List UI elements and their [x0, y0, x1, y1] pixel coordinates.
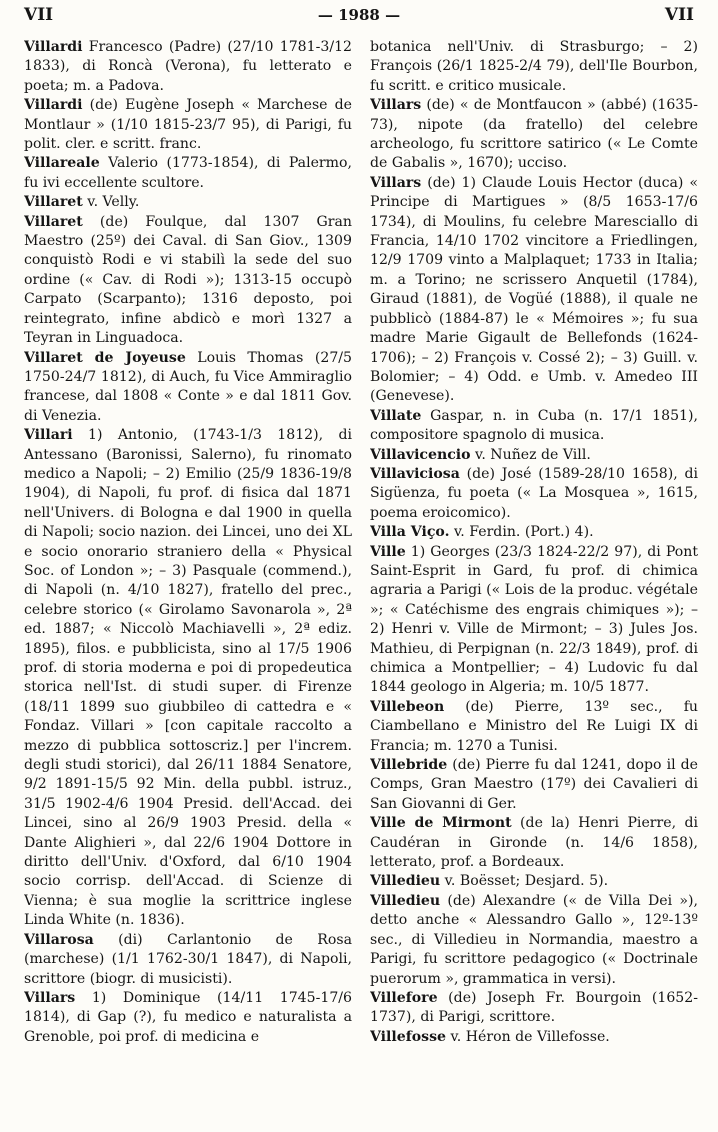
- header-right-section: VII: [664, 5, 694, 25]
- entry-text: v. Boësset; Desjard. 5).: [444, 873, 609, 890]
- entry-headword: Villardi: [24, 97, 83, 114]
- dictionary-entry: [370, 543, 698, 698]
- dictionary-entry: [370, 1028, 698, 1047]
- entry-headword: Villebeon: [370, 698, 445, 715]
- entry-text: 1) Georges (23/3 1824-22/2 97), di Pont Saint-Esprit in Gard, fu prof. di chimica agraria a Parigi (« Lois de la produc. végétale »; « Catéchisme des engrais chimiques »); – 2) Henri v. Ville de Mirmont; – 3) Jules Jos. Mathieu, di Perpignan (n. 22/3 1849), prof. di chimica a Montpellier; – 4) Ludovic fu dal 1844 geologo in Algeria; m. 10/5 1877.: [370, 543, 698, 696]
- entry-text: (de) José (1589-28/10 1658), di Sigüenza, fu poeta (« La Mosquea », 1615, poema eroicomico).: [370, 465, 698, 521]
- entry-headword: Villaret: [24, 213, 83, 230]
- dictionary-entry: [370, 698, 698, 756]
- entry-headword: Villavicencio: [370, 446, 471, 463]
- dictionary-entry: [24, 426, 352, 931]
- entry-headword: Villate: [370, 407, 422, 424]
- entry-headword: Villaret: [24, 194, 83, 211]
- entry-text: 1) Dominique (14/11 1745-17/6 1814), di Gap (?), fu medico e naturalista a Grenoble, poi prof. di medicina e: [24, 989, 352, 1045]
- page-columns: [24, 38, 698, 1128]
- dictionary-entry: [370, 872, 698, 891]
- entry-headword: Villedieu: [370, 873, 441, 890]
- entry-text: v. Velly.: [87, 194, 140, 211]
- entry-text: Louis Thomas (27/5 1750-24/7 1812), di Auch, fu Vice Ammiraglio francese, dal 1808 « Conte » e dal 1811 Gov. di Venezia.: [24, 349, 352, 424]
- entry-text: Francesco (Padre) (27/10 1781-3/12 1833), di Roncà (Verona), fu letterato e poeta; m. a Padova.: [24, 39, 352, 94]
- entry-headword: Villedieu: [370, 892, 441, 909]
- entry-headword: Ville: [370, 543, 406, 560]
- dictionary-entry: [370, 96, 698, 174]
- entry-text: Gaspar, n. in Cuba (n. 17/1 1851), compositore spagnolo di musica.: [370, 407, 698, 444]
- entry-headword: Villari: [24, 427, 73, 444]
- entry-text: (de) Pierre, 13º sec., fu Ciambellano e Ministro del Re Luigi IX di Francia; m. 1270 a Tunisi.: [370, 698, 698, 754]
- right-column: [370, 38, 698, 1128]
- dictionary-entry: [24, 38, 352, 96]
- dictionary-entry: [370, 814, 698, 872]
- dictionary-entry: [24, 154, 352, 193]
- entry-headword: Villareale: [24, 155, 100, 172]
- entry-headword: Villars: [370, 174, 422, 191]
- dictionary-entry: [370, 407, 698, 446]
- entry-text: (de) Pierre fu dal 1241, dopo il de Comps, Gran Maestro (17º) dei Cavalieri di San Giovanni di Ger.: [370, 757, 698, 812]
- entry-headword: Villaviciosa: [370, 465, 460, 482]
- entry-text: (de) Joseph Fr. Bourgoin (1652-1737), di Parigi, scrittore.: [370, 989, 698, 1026]
- dictionary-entry: [370, 465, 698, 523]
- entry-text: v. Ferdin. (Port.) 4).: [453, 524, 594, 541]
- dictionary-entry: [370, 756, 698, 814]
- entry-headword: Ville de Mirmont: [370, 815, 512, 832]
- entry-text: (de) « de Montfaucon » (abbé) (1635-73), nipote (da fratello) del celebre archeologo, fu scrittore satirico (« Le Comte de Gabalis », 1670); ucciso.: [370, 97, 698, 172]
- header-left-section: VII: [24, 5, 54, 25]
- entry-text: (de) 1) Claude Louis Hector (duca) « Principe di Martigues » (8/5 1653-17/6 1734), di Moulins, fu celebre Maresciallo di Francia, 14/10 1702 vincitore a Friedlingen, 12/9 1709 vinto a Malplaquet; 1733 in Italia; m. a Torino; ne scrissero Anquetil (1784), Giraud (1881), de Vogüé (1888), il quale ne pubblicò (1884-87) le « Mémoires »; fu sua madre Marie Gigault de Bellefonds (1624-1706); – 2) François v. Cossé 2); – 3) Guill. v. Bolomier; – 4) Odd. e Umb. v. Amedeo III (Genevese).: [370, 174, 698, 405]
- entry-headword: Villarosa: [24, 931, 94, 948]
- page-number: — 1988 —: [317, 6, 401, 24]
- dictionary-entry: [24, 349, 352, 427]
- entry-text: v. Héron de Villefosse.: [450, 1028, 610, 1045]
- page-header: [24, 2, 694, 28]
- dictionary-entry: [370, 38, 698, 96]
- dictionary-entry: [370, 523, 698, 542]
- dictionary-entry: [24, 931, 352, 989]
- dictionary-entry: [370, 446, 698, 465]
- entry-headword: Villefore: [370, 989, 438, 1006]
- entry-text: Valerio (1773-1854), di Palermo, fu ivi eccellente scultore.: [24, 155, 352, 191]
- entry-headword: Villars: [24, 989, 76, 1006]
- entry-headword: Villefosse: [370, 1028, 447, 1045]
- left-column: [24, 38, 352, 1128]
- dictionary-entry: [370, 174, 698, 407]
- entry-headword: Villa Viço.: [370, 524, 450, 541]
- dictionary-entry: [24, 96, 352, 154]
- entry-text: v. Nuñez de Vill.: [475, 446, 591, 463]
- entry-headword: Villars: [370, 97, 422, 114]
- entry-headword: Villebride: [370, 757, 448, 774]
- entry-headword: Villardi: [24, 39, 83, 55]
- entry-text: (de) Eugène Joseph « Marchese de Montlaur » (1/10 1815-23/7 95), di Parigi, fu polit. cler. e scritt. franc.: [24, 97, 352, 153]
- entry-text: (de) Alexandre (« de Villa Dei »), detto anche « Alessandro Gallo », 12º-13º sec., di Villedieu in Normandia, maestro a Parigi, fu scrittore pedagogico (« Doctrinale puerorum », grammatica in versi).: [370, 892, 698, 987]
- entry-text: 1) Antonio, (1743-1/3 1812), di Antessano (Baronissi, Salerno), fu rinomato medico a Napoli; – 2) Emilio (25/9 1836-19/8 1904), di Napoli, fu prof. di fisica dal 1871 nell'Univers. di Bologna e dal 1900 in quella di Napoli; socio nazion. dei Lincei, uno dei XL e socio onorario straniero della « Physical Soc. of London »; – 3) Pasquale (commend.), di Napoli (n. 4/10 1827), fratello del prec., celebre storico (« Girolamo Savonarola », 2ª ed. 1887; « Niccolò Machiavelli », 2ª ediz. 1895), filos. e pubblicista, sino al 17/5 1906 prof. di storia moderna e poi di propedeutica storica nell'Ist. di studi super. di Firenze (18/11 1899 suo giubbileo di cattedra e « Fondaz. Villari » [con capitale raccolto a mezzo di pubblica sottoscriz.] per l'increm. degli studi storici), dal 26/11 1884 Senatore, 9/2 1891-15/5 92 Min. della pubbl. istruz., 31/5 1902-4/6 1904 Presid. dell'Accad. dei Lincei, sino al 26/9 1903 Presid. della « Dante Alighieri », dal 22/6 1904 Dottore in diritto dell'Univ. d'Oxford, dal 6/10 1904 socio corrisp. dell'Accad. di Scienze di Vienna; è sua moglie la scrittrice inglese Linda White (n. 1836).: [24, 427, 352, 929]
- entry-headword: Villaret de Joyeuse: [24, 349, 186, 366]
- entry-text: (di) Carlantonio de Rosa (marchese) (1/1 1762-30/1 1847), di Napoli, scrittore (biogr. di musicisti).: [24, 931, 352, 987]
- dictionary-entry: [24, 213, 352, 349]
- dictionary-entry: [370, 892, 698, 989]
- dictionary-entry: [24, 193, 352, 212]
- entry-text: (de la) Henri Pierre, di Caudéran in Gironde (n. 14/6 1858), letterato, prof. a Bordeaux.: [370, 815, 698, 871]
- entry-text: botanica nell'Univ. di Strasburgo; – 2) François (26/1 1825-2/4 79), dell'Ile Bourbon, fu scritt. e critico musicale.: [370, 39, 698, 94]
- dictionary-entry: [370, 989, 698, 1028]
- entry-text: (de) Foulque, dal 1307 Gran Maestro (25º) dei Caval. di San Giov., 1309 conquistò Rodi e vi stabilì la sede del suo ordine (« Cav. di Rodi »); 1313-15 occupò Carpato (Scarpanto); 1316 deposto, poi reintegrato, infine abdicò e morì 1327 a Teyran in Linguadoca.: [24, 213, 352, 347]
- dictionary-entry: [24, 989, 352, 1047]
